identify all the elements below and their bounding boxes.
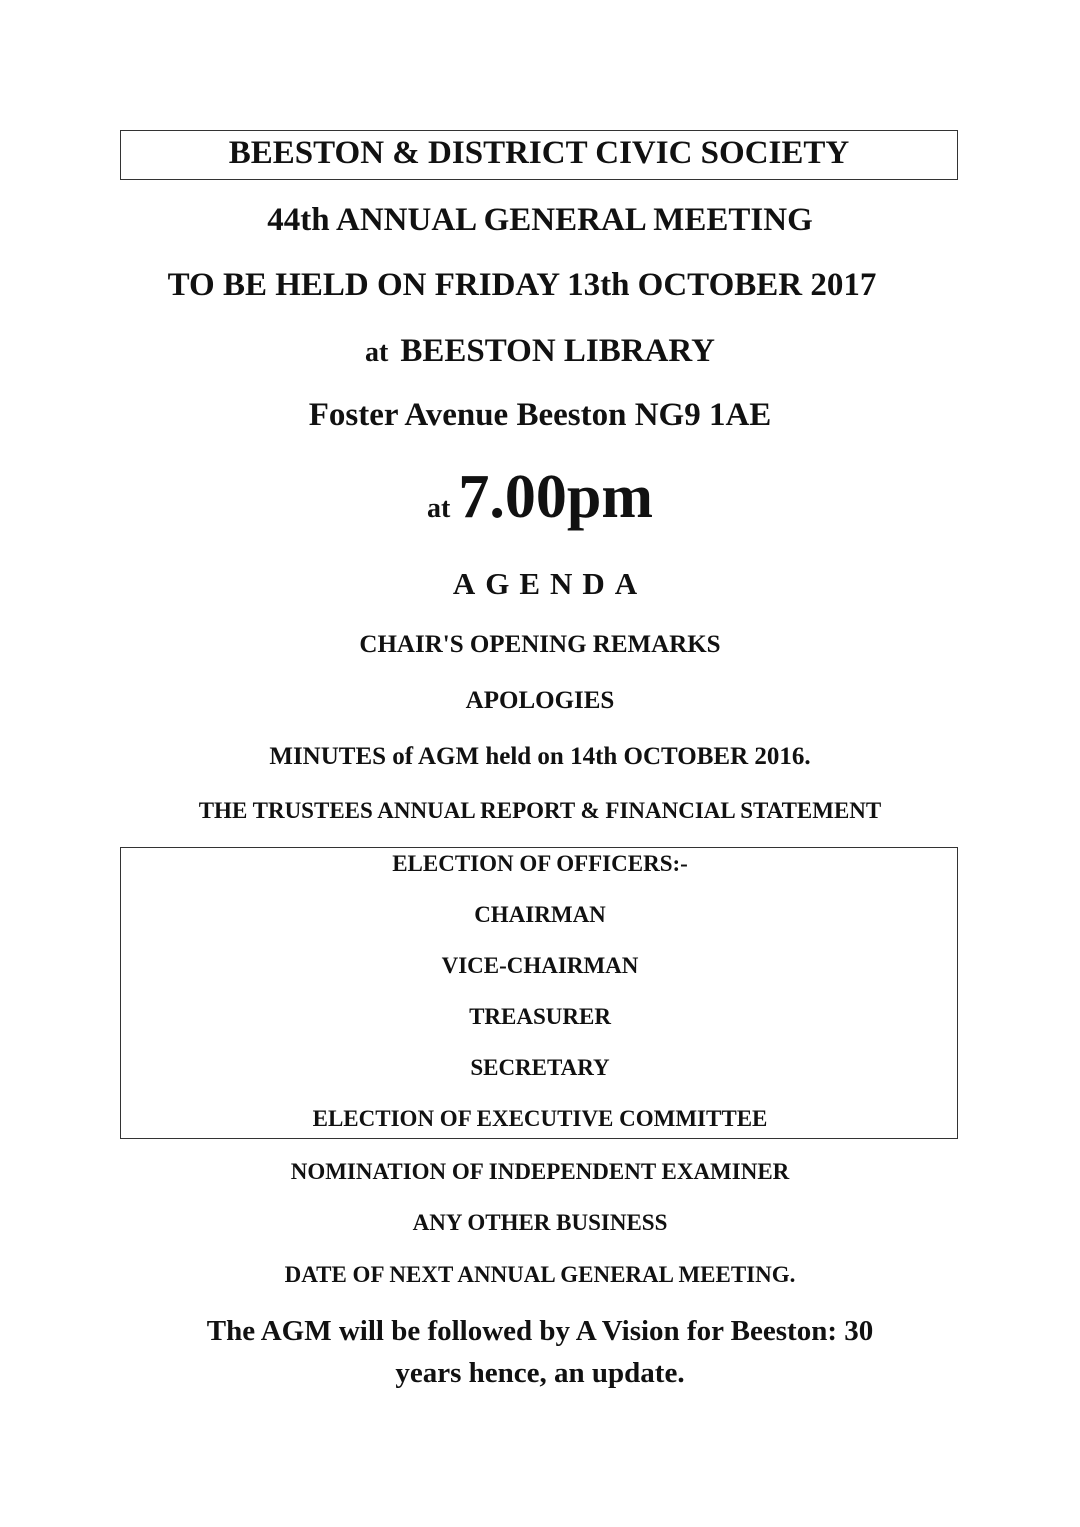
venue-prefix: at — [365, 337, 389, 368]
agenda-item: APOLOGIES — [465, 687, 615, 714]
meeting-time-line — [0, 463, 1080, 531]
society-name: BEESTON & DISTRICT CIVIC SOCIETY — [228, 135, 850, 171]
meeting-title: 44th ANNUAL GENERAL MEETING — [267, 202, 813, 238]
footer-note-line1: The AGM will be followed by A Vision for Beeston: 30 — [206, 1315, 874, 1347]
officers-election-box — [120, 847, 958, 1139]
officer-role: SECRETARY — [470, 1055, 610, 1080]
time-prefix: at — [427, 493, 451, 524]
agenda-heading: AGENDA — [452, 566, 648, 601]
agenda-item: MINUTES of AGM held on 14th OCTOBER 2016. — [269, 743, 811, 770]
agenda-item: CHAIR'S OPENING REMARKS — [359, 631, 721, 658]
venue-address: Foster Avenue Beeston NG9 1AE — [308, 397, 772, 433]
meeting-date: TO BE HELD ON FRIDAY 13th OCTOBER 2017 — [167, 267, 877, 303]
venue-name: BEESTON LIBRARY — [400, 333, 715, 369]
agenda-item: DATE OF NEXT ANNUAL GENERAL MEETING. — [284, 1262, 796, 1287]
venue-line — [0, 335, 1080, 368]
meeting-time: 7.00pm — [458, 463, 653, 531]
officer-role: VICE-CHAIRMAN — [441, 953, 639, 978]
officer-role: TREASURER — [469, 1004, 611, 1029]
committee-election: ELECTION OF EXECUTIVE COMMITTEE — [312, 1106, 768, 1131]
officers-heading: ELECTION OF OFFICERS:- — [392, 851, 688, 876]
officer-role: CHAIRMAN — [474, 902, 606, 927]
agenda-item: NOMINATION OF INDEPENDENT EXAMINER — [290, 1159, 790, 1184]
footer-note-line2: years hence, an update. — [395, 1357, 685, 1389]
agenda-item: THE TRUSTEES ANNUAL REPORT & FINANCIAL STATEMENT — [198, 798, 882, 823]
agenda-item: ANY OTHER BUSINESS — [412, 1210, 668, 1235]
